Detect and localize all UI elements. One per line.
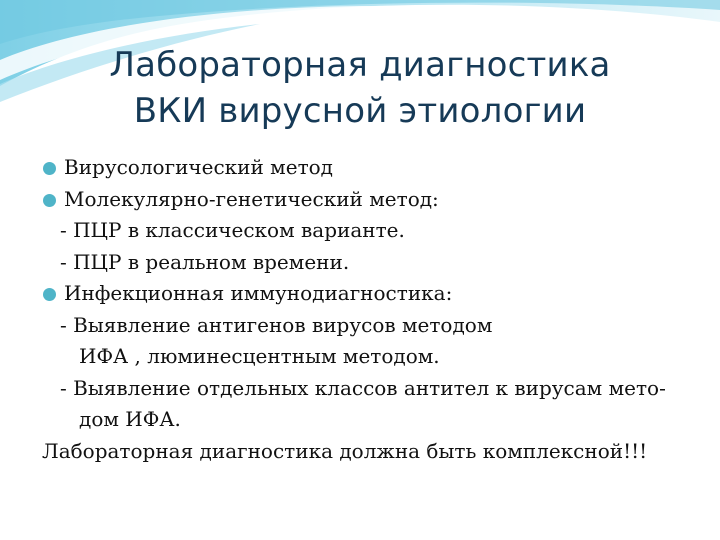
bullet-icon [43, 194, 56, 207]
list-subitem-text: - ПЦР в реальном времени. [60, 249, 350, 274]
list-item [40, 278, 710, 310]
list-subitem-continuation [40, 341, 710, 373]
bullet-icon [43, 162, 56, 175]
list-subitem [40, 310, 710, 342]
content-list [40, 152, 710, 467]
list-item-text: Вирусологический метод [64, 155, 333, 179]
list-subitem [40, 215, 710, 247]
list-subitem-text: дом ИФА. [79, 407, 181, 431]
list-item [40, 152, 710, 184]
list-subitem [40, 373, 710, 405]
slide-title [20, 42, 700, 134]
list-subitem-text: ИФА , люминесцентным методом. [79, 344, 440, 368]
list-subitem-text: - ПЦР в классическом варианте. [60, 218, 405, 242]
list-subitem-text: - Выявление отдельных классов антител к вирусам мето- [60, 375, 666, 400]
conclusion-line [40, 436, 710, 468]
list-item [40, 184, 710, 216]
list-subitem [40, 247, 710, 279]
conclusion-text: Лабораторная диагностика должна быть комплексной!!! [42, 438, 648, 463]
bullet-icon [43, 288, 56, 301]
title-line-1: Лабораторная диагностика [109, 45, 611, 85]
title-line-2: ВКИ вирусной этиологии [133, 91, 587, 131]
list-subitem-continuation [40, 404, 710, 436]
list-item-text: Инфекционная иммунодиагностика: [64, 281, 453, 305]
list-subitem-text: - Выявление антигенов вирусов методом [60, 312, 493, 337]
list-item-text: Молекулярно-генетический метод: [64, 186, 439, 211]
